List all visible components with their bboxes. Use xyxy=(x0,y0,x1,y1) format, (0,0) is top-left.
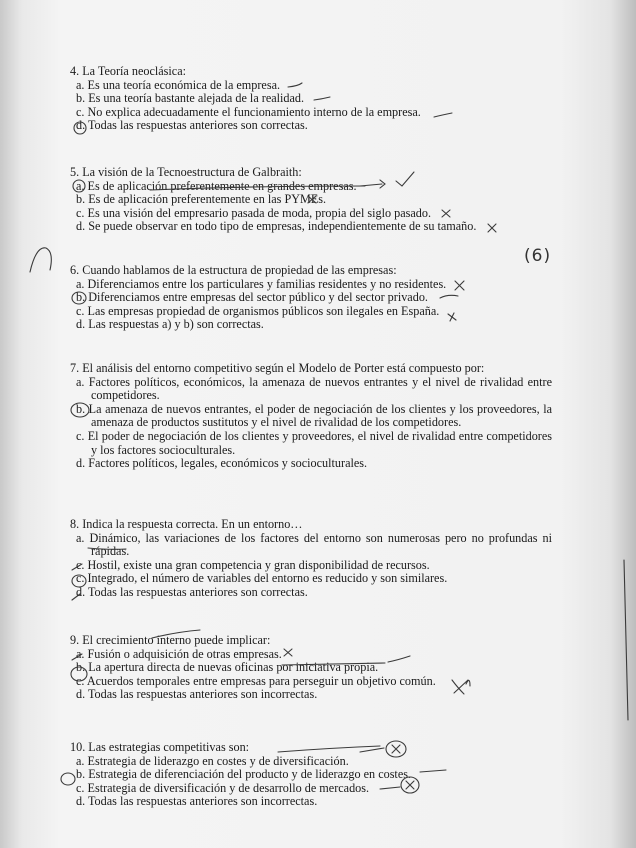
option-c: c. El poder de negociación de los clientes y proveedores, el nivel de rivalidad entre competidores y los factores socioculturales. xyxy=(76,428,552,457)
option-a: a. Es una teoría económica de la empresa. xyxy=(76,77,281,92)
question-title: 10. Las estrategias competitivas son: xyxy=(70,740,250,754)
option-b: b. La amenaza de nuevos entrantes, el poder de negociación de los clientes y los proveedores, la amenaza de productos sustitutos y el nivel de rivalidad de los competidores. xyxy=(76,401,552,430)
question-8 xyxy=(62,518,552,600)
option-c: c. Acuerdos temporales entre empresas para perseguir un objetivo común. xyxy=(76,673,436,688)
option-a: a. Es de aplicación preferentemente en grandes empresas. xyxy=(76,178,357,193)
score-note: (6) xyxy=(524,246,552,266)
option-b: c. Hostil, existe una gran competencia y gran disponibilidad de recursos. xyxy=(76,557,430,572)
option-d: d. Todas las respuestas anteriores son correctas. xyxy=(76,118,308,133)
page-edge xyxy=(624,560,628,720)
option-b: b. La apertura directa de nuevas oficinas por iniciativa propia. xyxy=(76,660,379,675)
option-a: a. Dinámico, las variaciones de los factores del entorno son numerosas pero no profundas ni rápidas. xyxy=(76,530,552,559)
question-6 xyxy=(62,264,552,332)
option-c: c. Es una visión del empresario pasada de moda, propia del siglo pasado. xyxy=(76,205,432,220)
option-c: c. Estrategia de diversificación y de desarrollo de mercados. xyxy=(76,780,370,795)
option-d: d. Todas las respuestas anteriores son incorrectas. xyxy=(76,687,318,702)
question-title: 7. El análisis del entorno competitivo según el Modelo de Porter está compuesto por: xyxy=(70,361,485,375)
option-c: c. No explica adecuadamente el funcionamiento interno de la empresa. xyxy=(76,104,421,119)
option-a: a. Diferenciamos entre los particulares y familias residentes y no residentes. xyxy=(76,276,447,291)
question-title: 5. La visión de la Tecnoestructura de Galbraith: xyxy=(70,165,302,179)
option-a: a. Factores políticos, económicos, la amenaza de nuevos entrantes y el nivel de rivalidad entre competidores. xyxy=(76,374,552,403)
question-4 xyxy=(62,65,552,133)
question-9 xyxy=(62,634,552,702)
question-10 xyxy=(62,741,552,809)
option-c: c. Las empresas propiedad de organismos públicos son ilegales en España. xyxy=(76,303,440,318)
margin-mark xyxy=(30,248,51,272)
question-7 xyxy=(62,362,552,471)
option-d: d. Las respuestas a) y b) son correctas. xyxy=(76,317,264,332)
question-5 xyxy=(62,166,552,234)
option-d: d. Factores políticos, legales, económicos y socioculturales. xyxy=(76,456,368,471)
option-b: b. Estrategia de diferenciación del producto y de liderazgo en costes. xyxy=(76,767,412,782)
option-b: b. Es de aplicación preferentemente en las PYMEs. xyxy=(76,192,327,207)
option-b: b. Es una teoría bastante alejada de la realidad. xyxy=(76,91,305,106)
option-d: d. Todas las respuestas anteriores son incorrectas. xyxy=(76,794,318,809)
option-b: b. Diferenciamos entre empresas del sector público y del sector privado. xyxy=(76,290,428,305)
option-c: c. Integrado, el número de variables del entorno es reducido y son similares. xyxy=(76,571,448,586)
option-a: a. Fusión o adquisición de otras empresas. xyxy=(76,646,282,661)
option-d: d. Todas las respuestas anteriores son correctas. xyxy=(76,584,308,599)
option-a: a. Estrategia de liderazgo en costes y de diversificación. xyxy=(76,753,349,768)
question-title: 6. Cuando hablamos de la estructura de propiedad de las empresas: xyxy=(70,263,397,277)
question-title: 9. El crecimiento interno puede implicar: xyxy=(70,633,271,647)
question-title: 8. Indica la respuesta correcta. En un entorno… xyxy=(70,517,303,531)
question-title: 4. La Teoría neoclásica: xyxy=(70,64,187,78)
option-d: d. Se puede observar en todo tipo de empresas, independientemente de su tamaño. xyxy=(76,219,477,234)
